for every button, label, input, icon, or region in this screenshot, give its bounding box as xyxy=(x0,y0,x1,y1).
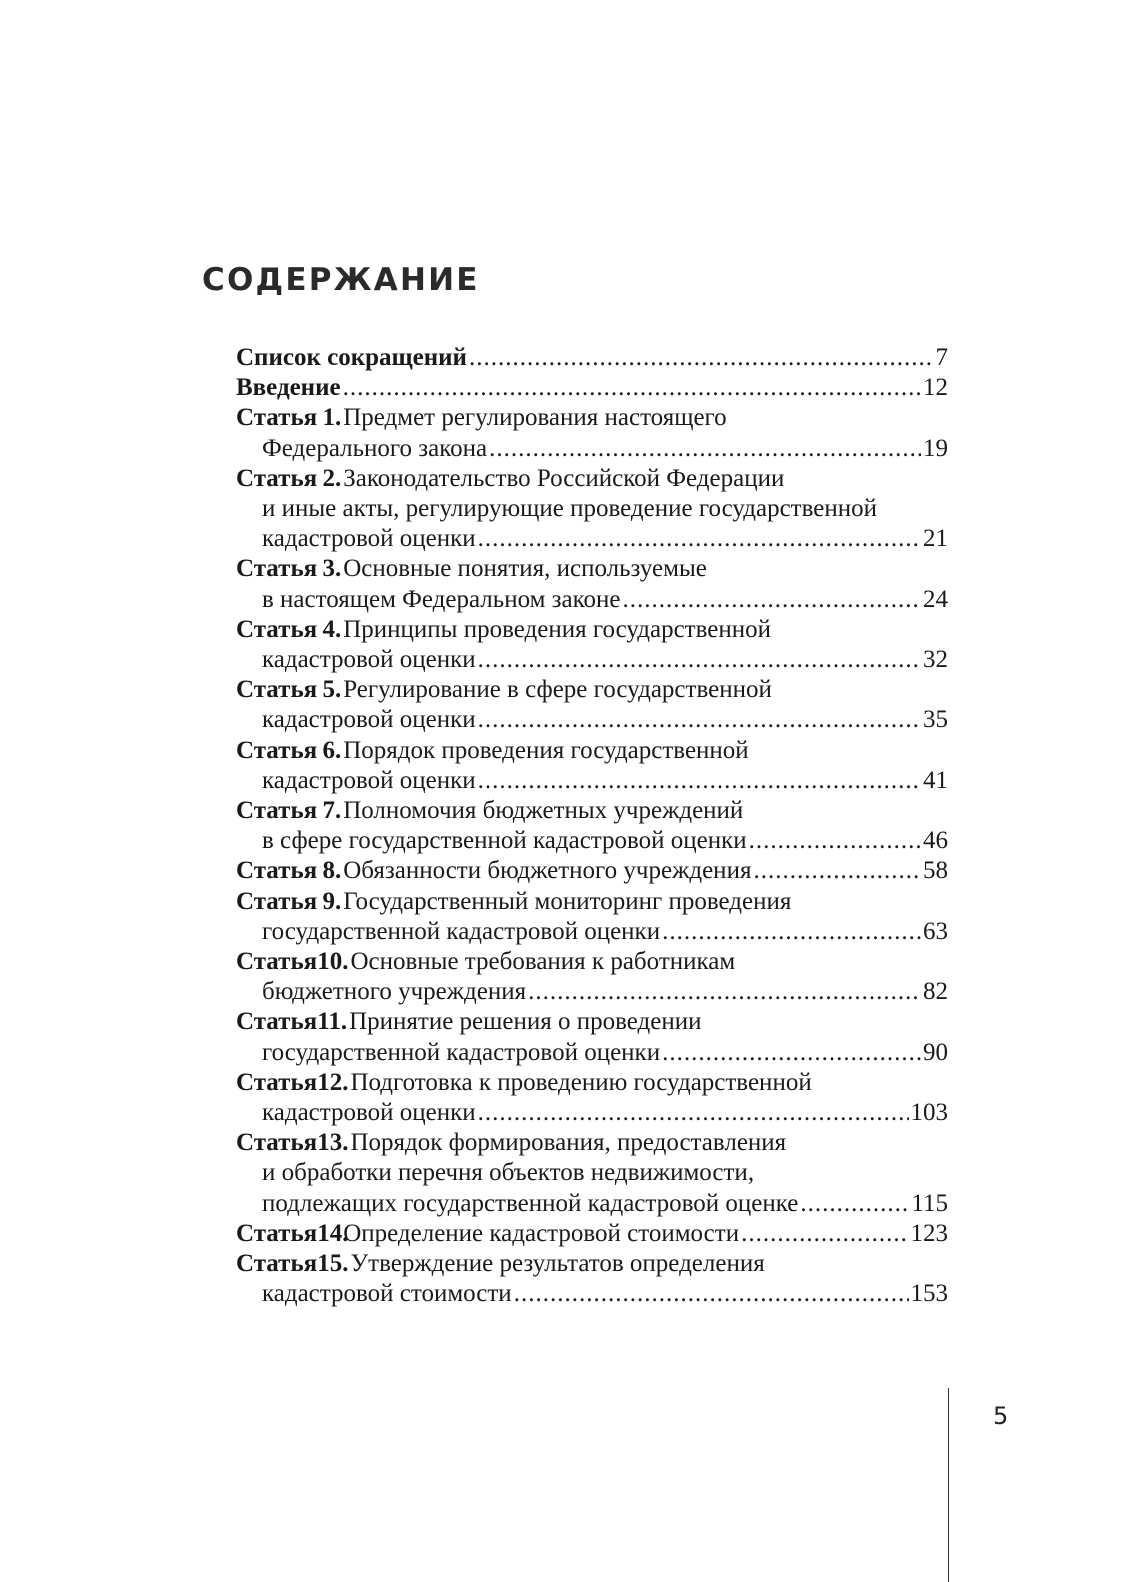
toc-entry-continuation-line xyxy=(236,1279,948,1309)
toc-article-number: 13. xyxy=(317,1129,349,1157)
toc-entry-title: в сфере государственной кадастровой оценки xyxy=(262,827,747,855)
toc-entry[interactable] xyxy=(236,1068,948,1128)
toc-entry[interactable] xyxy=(236,373,948,403)
toc-entry-first-line xyxy=(236,736,948,766)
toc-article-number: 4. xyxy=(322,615,342,643)
toc-article-number: 9. xyxy=(322,887,342,915)
toc-entry-title: Регулирование в сфере государственной xyxy=(343,676,772,704)
toc-entry-title: Введение xyxy=(236,374,341,402)
toc-entry-first-line xyxy=(236,343,948,373)
toc-article-number: 14. xyxy=(317,1219,349,1247)
toc-page-number: 41 xyxy=(923,766,948,794)
toc-entry[interactable] xyxy=(236,1249,948,1309)
toc-entry-title: кадастровой оценки xyxy=(262,1099,476,1127)
toc-entry-continuation-line xyxy=(236,1038,948,1068)
toc-page-number: 90 xyxy=(923,1038,948,1066)
toc-entry-first-line xyxy=(236,1128,948,1158)
toc-entry-title: Список сокращений xyxy=(236,344,467,371)
toc-entry-title: в настоящем Федеральном законе xyxy=(262,585,621,613)
toc-entry-first-line xyxy=(236,554,948,584)
toc-entry-title: Утверждение результатов определения xyxy=(350,1250,765,1278)
toc-article-number: 7. xyxy=(322,797,342,825)
toc-entry-title: Предмет регулирования настоящего xyxy=(343,404,727,432)
toc-entry-continuation-line xyxy=(236,1158,948,1188)
toc-entry-title: Основные требования к работникам xyxy=(350,948,736,976)
toc-entry-first-line xyxy=(236,1007,948,1037)
toc-article-prefix: Статья xyxy=(236,676,318,704)
toc-entry-title: Федерального закона xyxy=(262,434,488,462)
toc-page-number: 123 xyxy=(910,1219,948,1247)
toc-entry-title: Порядок формирования, предоставления xyxy=(350,1129,787,1157)
toc-entry-title: Принятие решения о проведении xyxy=(349,1008,702,1036)
toc-entry-title: кадастровой оценки xyxy=(262,706,476,734)
toc-dot-leader xyxy=(528,977,921,1007)
toc-entry-continuation-line xyxy=(236,705,948,735)
toc-entry-title: кадастровой оценки xyxy=(262,766,476,794)
toc-page-number: 12 xyxy=(923,374,948,402)
toc-dot-leader xyxy=(478,705,921,735)
toc-entry-continuation-line xyxy=(236,917,948,947)
toc-entry[interactable] xyxy=(236,1128,948,1219)
toc-entry-title: Обязанности бюджетного учреждения xyxy=(343,857,752,885)
toc-article-prefix: Статья xyxy=(236,615,318,643)
toc-entry[interactable] xyxy=(236,856,948,886)
toc-entry[interactable] xyxy=(236,615,948,675)
toc-entry-continuation-line xyxy=(236,1098,948,1128)
toc-dot-leader xyxy=(753,856,921,886)
toc-dot-leader xyxy=(662,1038,921,1068)
toc-entry-continuation-line xyxy=(236,826,948,856)
toc-entry-continuation-line xyxy=(236,645,948,675)
toc-article-number: 3. xyxy=(322,555,342,583)
toc-article-prefix: Статья xyxy=(236,555,318,583)
toc-dot-leader xyxy=(478,766,921,796)
toc-entry-title: Государственный мониторинг проведения xyxy=(343,887,792,915)
toc-article-number: 8. xyxy=(322,857,342,885)
toc-entry[interactable] xyxy=(236,796,948,856)
toc-entry[interactable] xyxy=(236,403,948,463)
toc-entry-first-line xyxy=(236,856,948,886)
toc-entry-continuation-line xyxy=(236,585,948,615)
toc-entry-title: государственной кадастровой оценки xyxy=(262,1038,661,1066)
toc-article-number: 1. xyxy=(322,404,342,432)
toc-dot-leader xyxy=(622,585,921,615)
toc-dot-leader xyxy=(478,1098,909,1128)
toc-dot-leader xyxy=(749,826,921,856)
toc-entry-first-line xyxy=(236,1249,948,1279)
page-number: 5 xyxy=(993,1402,1009,1430)
toc-entry[interactable] xyxy=(236,554,948,614)
toc-dot-leader xyxy=(741,1219,908,1249)
toc-entry-first-line xyxy=(236,947,948,977)
toc-entry-continuation-line xyxy=(236,1189,948,1219)
toc-entry[interactable] xyxy=(236,464,948,555)
toc-dot-leader xyxy=(343,373,921,403)
toc-page-number: 115 xyxy=(911,1189,948,1217)
toc-entry[interactable] xyxy=(236,343,948,373)
toc-page-number: 7 xyxy=(935,344,948,371)
toc-article-number: 2. xyxy=(322,464,342,492)
toc-article-prefix: Статья xyxy=(236,948,318,976)
toc-entry-first-line xyxy=(236,373,948,403)
toc-entry-title: Законодательство Российской Федерации xyxy=(343,464,785,492)
toc-entry-first-line xyxy=(236,403,948,433)
toc-entry-continuation-line xyxy=(236,524,948,554)
toc-entry-continuation-line xyxy=(236,977,948,1007)
toc-entry-title: Определение кадастровой стоимости xyxy=(343,1219,740,1247)
toc-page-number: 19 xyxy=(923,434,948,462)
toc-article-prefix: Статья xyxy=(236,1250,318,1278)
toc-article-number: 6. xyxy=(322,736,342,764)
toc-entry-first-line xyxy=(236,1219,948,1249)
toc-page-number: 24 xyxy=(923,585,948,613)
toc-article-prefix: Статья xyxy=(236,1219,318,1247)
toc-entry-first-line xyxy=(236,796,948,826)
toc-entry-first-line xyxy=(236,464,948,494)
toc-entry-first-line xyxy=(236,887,948,917)
toc-entry-title: Подготовка к проведению государственной xyxy=(350,1068,812,1096)
toc-article-prefix: Статья xyxy=(236,1129,318,1157)
toc-entry-title: кадастровой оценки xyxy=(262,525,476,553)
toc-dot-leader xyxy=(489,434,921,464)
toc-dot-leader xyxy=(662,917,921,947)
toc-entry[interactable] xyxy=(236,736,948,796)
footer-rule xyxy=(948,1388,949,1582)
toc-entry-title: государственной кадастровой оценки xyxy=(262,917,661,945)
toc-article-number: 5. xyxy=(322,676,342,704)
toc-entry-title: Основные понятия, используемые xyxy=(343,555,707,583)
toc-article-prefix: Статья xyxy=(236,736,318,764)
toc-article-prefix: Статья xyxy=(236,797,318,825)
toc-article-prefix: Статья xyxy=(236,464,318,492)
toc-entry-title: Полномочия бюджетных учреждений xyxy=(343,797,744,825)
toc-entry[interactable] xyxy=(236,947,948,1007)
toc-entry-first-line xyxy=(236,675,948,705)
toc-article-number: 15. xyxy=(317,1250,349,1278)
toc-article-prefix: Статья xyxy=(236,1068,318,1096)
toc-entry-title: кадастровой оценки xyxy=(262,646,476,674)
toc-page-number: 21 xyxy=(923,525,948,553)
toc-article-prefix: Статья xyxy=(236,1008,318,1036)
toc-page-number: 103 xyxy=(910,1099,948,1127)
toc-page-number: 32 xyxy=(923,646,948,674)
toc-page-number: 82 xyxy=(923,978,948,1006)
toc-entry-continuation-line xyxy=(236,434,948,464)
toc-page-number: 63 xyxy=(923,917,948,945)
toc-entry-first-line xyxy=(236,1068,948,1098)
toc-entry[interactable] xyxy=(236,1219,948,1249)
toc-entry-title: бюджетного учреждения xyxy=(262,978,527,1006)
toc-article-number: 11. xyxy=(317,1008,348,1036)
toc-article-number: 10. xyxy=(317,948,349,976)
toc-page-number: 153 xyxy=(910,1280,948,1308)
toc-dot-leader xyxy=(469,343,934,373)
toc-entry-first-line xyxy=(236,615,948,645)
toc-entry-title: и обработки перечня объектов недвижимости, xyxy=(262,1159,755,1187)
toc-entry-title: Принципы проведения государственной xyxy=(343,615,771,643)
toc-article-prefix: Статья xyxy=(236,404,318,432)
toc-entry[interactable] xyxy=(236,675,948,735)
toc-page-number: 35 xyxy=(923,706,948,734)
toc-entry-title: кадастровой стоимости xyxy=(262,1280,512,1308)
table-of-contents xyxy=(236,343,948,1310)
toc-dot-leader xyxy=(478,645,921,675)
toc-entry-title: и иные акты, регулирующие проведение государственной xyxy=(262,495,877,523)
page-title: СОДЕРЖАНИЕ xyxy=(202,262,480,298)
toc-entry[interactable] xyxy=(236,1007,948,1067)
toc-dot-leader xyxy=(478,524,921,554)
toc-entry-title: Порядок проведения государственной xyxy=(343,736,749,764)
toc-dot-leader xyxy=(800,1189,909,1219)
toc-article-number: 12. xyxy=(317,1068,349,1096)
toc-entry-continuation-line xyxy=(236,494,948,524)
toc-entry-title: подлежащих государственной кадастровой оценке xyxy=(262,1189,799,1217)
toc-dot-leader xyxy=(514,1279,909,1309)
toc-article-prefix: Статья xyxy=(236,857,318,885)
toc-article-prefix: Статья xyxy=(236,887,318,915)
toc-entry[interactable] xyxy=(236,887,948,947)
toc-page-number: 58 xyxy=(923,857,948,885)
toc-page-number: 46 xyxy=(923,827,948,855)
toc-entry-continuation-line xyxy=(236,766,948,796)
